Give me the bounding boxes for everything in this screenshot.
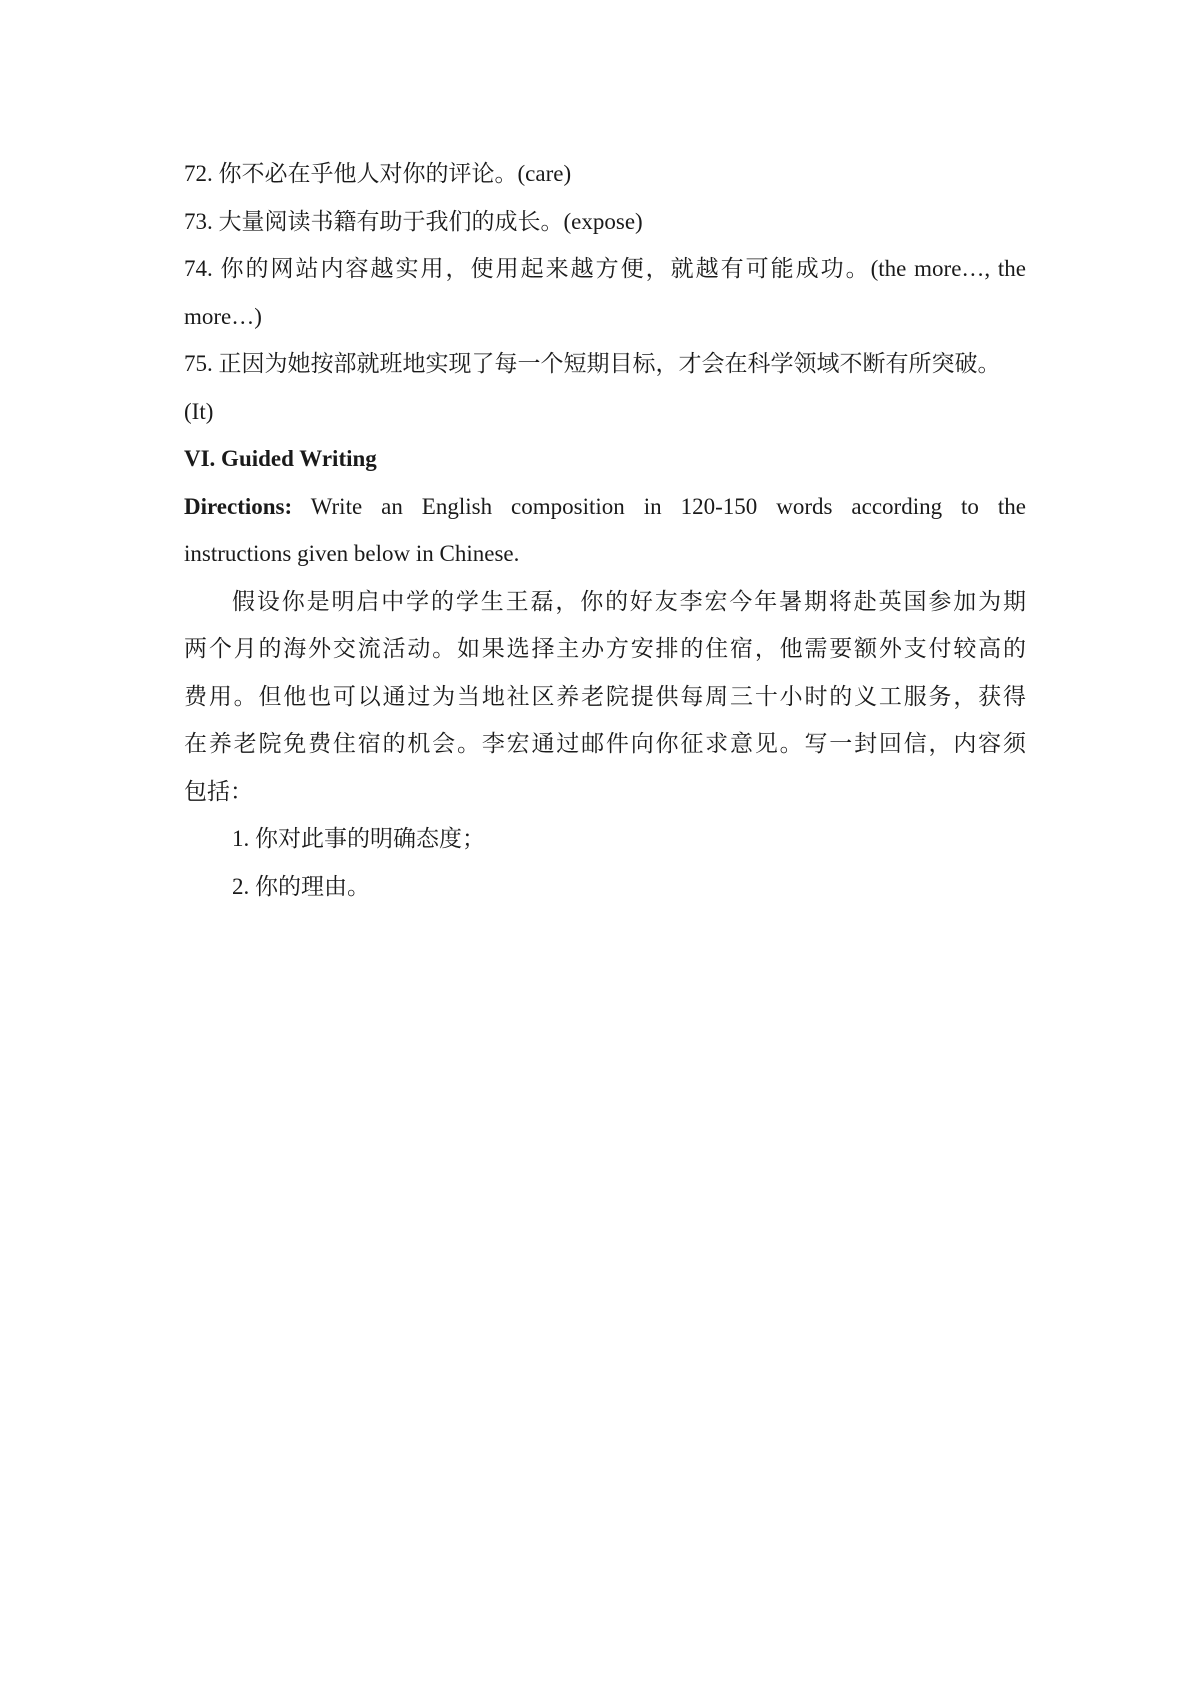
question-73: [184, 198, 1026, 246]
question-text: 你的网站内容越实用，使用起来越方便，就越有可能成功。(the more…, the: [220, 256, 1027, 281]
prompt-line: 假设你是明启中学的学生王磊，你的好友李宏今年暑期将赴英国参加为期: [232, 588, 1026, 614]
requirement-item: 1. 你对此事的明确态度；: [232, 826, 485, 851]
question-text: 大量阅读书籍有助于我们的成长。(expose): [218, 208, 643, 234]
question-number: 75.: [184, 351, 213, 376]
question-text: 你不必在乎他人对你的评论。(care): [218, 161, 572, 186]
section-title: VI. Guided Writing: [184, 446, 377, 471]
directions-label: Directions:: [184, 493, 293, 519]
directions-continued: instructions given below in Chinese.: [184, 541, 520, 566]
question-number: 72.: [184, 161, 213, 186]
question-number: 73.: [184, 208, 213, 234]
question-text-continued: (It): [184, 398, 214, 424]
question-74-continued: [184, 293, 1026, 341]
question-75-continued: [184, 388, 1026, 436]
question-74: [184, 245, 1026, 293]
question-text-continued: more…): [184, 303, 262, 329]
prompt-line: 费用。但他也可以通过为当地社区养老院提供每周三十小时的义工服务，获得: [184, 683, 1026, 709]
prompt-line: 在养老院免费住宿的机会。李宏通过邮件向你征求意见。写一封回信，内容须: [184, 731, 1026, 756]
question-75: [184, 340, 1026, 388]
prompt-line: 包括：: [184, 778, 253, 804]
question-text: 正因为她按部就班地实现了每一个短期目标，才会在科学领域不断有所突破。: [218, 351, 1001, 376]
directions-line: [184, 483, 1026, 531]
requirement-item: 2. 你的理由。: [232, 873, 370, 899]
question-number: 74.: [184, 256, 213, 281]
document-page: [184, 150, 1026, 910]
prompt-line: 两个月的海外交流活动。如果选择主办方安排的住宿，他需要额外支付较高的: [184, 636, 1026, 661]
question-72: [184, 150, 1026, 198]
directions-text: Write an English composition in 120-150 words according to the: [310, 493, 1027, 519]
